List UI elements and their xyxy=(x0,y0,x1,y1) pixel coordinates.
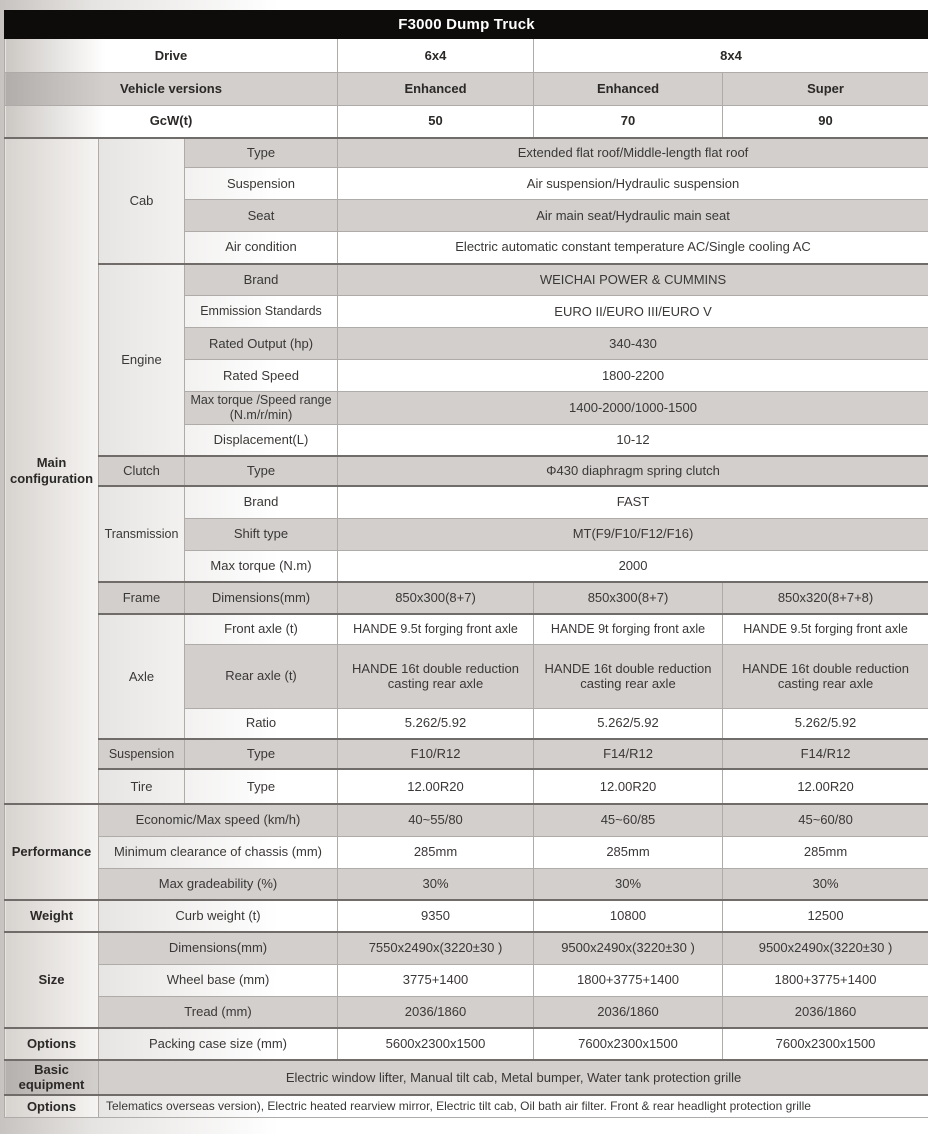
cab-suspension-label: Suspension xyxy=(185,168,338,200)
engine-brand-label: Brand xyxy=(185,264,338,296)
axle-front-value-1: HANDE 9.5t forging front axle xyxy=(338,614,534,644)
size-tread-value-1: 2036/1860 xyxy=(338,996,534,1028)
axle-ratio-value-2: 5.262/5.92 xyxy=(534,708,723,739)
suspension-type-value-1: F10/R12 xyxy=(338,739,534,769)
header-version-3: Super xyxy=(723,73,928,106)
group-clutch: Clutch xyxy=(99,456,185,486)
engine-displacement-label: Displacement(L) xyxy=(185,424,338,456)
axle-rear-value-3: HANDE 16t double reduction casting rear axle xyxy=(723,644,928,708)
clutch-type-value: Φ430 diaphragm spring clutch xyxy=(338,456,928,486)
axle-front-value-3: HANDE 9.5t forging front axle xyxy=(723,614,928,644)
suspension-type-value-2: F14/R12 xyxy=(534,739,723,769)
transmission-shift-value: MT(F9/F10/F12/F16) xyxy=(338,518,928,550)
header-versions-label: Vehicle versions xyxy=(5,73,338,106)
axle-front-value-2: HANDE 9t forging front axle xyxy=(534,614,723,644)
engine-brand-value: WEICHAI POWER & CUMMINS xyxy=(338,264,928,296)
performance-speed-label: Economic/Max speed (km/h) xyxy=(99,804,338,836)
transmission-brand-value: FAST xyxy=(338,486,928,518)
performance-speed-value-3: 45~60/80 xyxy=(723,804,928,836)
options-packing-value-2: 7600x2300x1500 xyxy=(534,1028,723,1060)
engine-output-label: Rated Output (hp) xyxy=(185,328,338,360)
cab-type-value: Extended flat roof/Middle-length flat roof xyxy=(338,138,928,168)
weight-curb-value-2: 10800 xyxy=(534,900,723,932)
section-basic-equipment: Basic equipment xyxy=(5,1060,99,1095)
options-packing-value-3: 7600x2300x1500 xyxy=(723,1028,928,1060)
axle-ratio-label: Ratio xyxy=(185,708,338,739)
weight-curb-label: Curb weight (t) xyxy=(99,900,338,932)
size-tread-value-2: 2036/1860 xyxy=(534,996,723,1028)
suspension-type-label: Type xyxy=(185,739,338,769)
header-gcw-1: 50 xyxy=(338,106,534,138)
performance-speed-value-2: 45~60/85 xyxy=(534,804,723,836)
engine-emission-value: EURO II/EURO III/EURO V xyxy=(338,296,928,328)
engine-displacement-value: 10-12 xyxy=(338,424,928,456)
cab-aircondition-label: Air condition xyxy=(185,232,338,264)
size-tread-value-3: 2036/1860 xyxy=(723,996,928,1028)
group-transmission: Transmission xyxy=(99,486,185,582)
size-dimensions-value-3: 9500x2490x(3220±30 ) xyxy=(723,932,928,964)
performance-gradeability-value-2: 30% xyxy=(534,868,723,900)
weight-curb-value-1: 9350 xyxy=(338,900,534,932)
frame-dimensions-value-1: 850x300(8+7) xyxy=(338,582,534,614)
suspension-type-value-3: F14/R12 xyxy=(723,739,928,769)
group-cab: Cab xyxy=(99,138,185,264)
axle-front-label: Front axle (t) xyxy=(185,614,338,644)
engine-emission-label: Emmission Standards xyxy=(185,296,338,328)
options-packing-label: Packing case size (mm) xyxy=(99,1028,338,1060)
size-dimensions-value-2: 9500x2490x(3220±30 ) xyxy=(534,932,723,964)
engine-torque-value: 1400-2000/1000-1500 xyxy=(338,392,928,425)
basic-equipment-value: Electric window lifter, Manual tilt cab, Metal bumper, Water tank protection grille xyxy=(99,1060,928,1095)
cab-seat-label: Seat xyxy=(185,200,338,232)
size-wheelbase-value-3: 1800+3775+1400 xyxy=(723,964,928,996)
clutch-type-label: Type xyxy=(185,456,338,486)
size-tread-label: Tread (mm) xyxy=(99,996,338,1028)
header-version-1: Enhanced xyxy=(338,73,534,106)
transmission-brand-label: Brand xyxy=(185,486,338,518)
table-title: F3000 Dump Truck xyxy=(5,11,928,39)
header-drive-6x4: 6x4 xyxy=(338,39,534,73)
transmission-shift-label: Shift type xyxy=(185,518,338,550)
axle-rear-label: Rear axle (t) xyxy=(185,644,338,708)
performance-clearance-value-2: 285mm xyxy=(534,836,723,868)
section-options-extra: Options xyxy=(5,1095,99,1118)
header-drive-label: Drive xyxy=(5,39,338,73)
engine-speed-value: 1800-2200 xyxy=(338,360,928,392)
frame-dimensions-label: Dimensions(mm) xyxy=(185,582,338,614)
section-size: Size xyxy=(5,932,99,1028)
cab-type-label: Type xyxy=(185,138,338,168)
spec-table xyxy=(4,10,928,1118)
header-drive-8x4: 8x4 xyxy=(534,39,928,73)
cab-seat-value: Air main seat/Hydraulic main seat xyxy=(338,200,928,232)
performance-speed-value-1: 40~55/80 xyxy=(338,804,534,836)
group-engine: Engine xyxy=(99,264,185,457)
header-gcw-label: GcW(t) xyxy=(5,106,338,138)
tire-type-value-1: 12.00R20 xyxy=(338,769,534,804)
weight-curb-value-3: 12500 xyxy=(723,900,928,932)
performance-clearance-value-3: 285mm xyxy=(723,836,928,868)
header-version-2: Enhanced xyxy=(534,73,723,106)
transmission-torque-value: 2000 xyxy=(338,550,928,582)
group-frame: Frame xyxy=(99,582,185,614)
performance-clearance-value-1: 285mm xyxy=(338,836,534,868)
section-weight: Weight xyxy=(5,900,99,932)
header-gcw-3: 90 xyxy=(723,106,928,138)
size-wheelbase-value-2: 1800+3775+1400 xyxy=(534,964,723,996)
axle-ratio-value-3: 5.262/5.92 xyxy=(723,708,928,739)
group-tire: Tire xyxy=(99,769,185,804)
performance-gradeability-label: Max gradeability (%) xyxy=(99,868,338,900)
size-dimensions-label: Dimensions(mm) xyxy=(99,932,338,964)
size-wheelbase-value-1: 3775+1400 xyxy=(338,964,534,996)
engine-speed-label: Rated Speed xyxy=(185,360,338,392)
section-main-configuration: Main configuration xyxy=(5,138,99,805)
transmission-torque-label: Max torque (N.m) xyxy=(185,550,338,582)
frame-dimensions-value-3: 850x320(8+7+8) xyxy=(723,582,928,614)
tire-type-value-2: 12.00R20 xyxy=(534,769,723,804)
frame-dimensions-value-2: 850x300(8+7) xyxy=(534,582,723,614)
performance-gradeability-value-1: 30% xyxy=(338,868,534,900)
size-wheelbase-label: Wheel base (mm) xyxy=(99,964,338,996)
section-performance: Performance xyxy=(5,804,99,900)
cab-suspension-value: Air suspension/Hydraulic suspension xyxy=(338,168,928,200)
engine-output-value: 340-430 xyxy=(338,328,928,360)
cab-aircondition-value: Electric automatic constant temperature AC/Single cooling AC xyxy=(338,232,928,264)
tire-type-label: Type xyxy=(185,769,338,804)
section-options-packing: Options xyxy=(5,1028,99,1060)
group-suspension: Suspension xyxy=(99,739,185,769)
performance-gradeability-value-3: 30% xyxy=(723,868,928,900)
options-packing-value-1: 5600x2300x1500 xyxy=(338,1028,534,1060)
engine-torque-label: Max torque /Speed range (N.m/r/min) xyxy=(185,392,338,425)
header-gcw-2: 70 xyxy=(534,106,723,138)
axle-rear-value-2: HANDE 16t double reduction casting rear axle xyxy=(534,644,723,708)
performance-clearance-label: Minimum clearance of chassis (mm) xyxy=(99,836,338,868)
options-extra-value: Telematics overseas version), Electric heated rearview mirror, Electric tilt cab, Oil bath air filter. Front & rear headlight protection grille xyxy=(99,1095,928,1118)
size-dimensions-value-1: 7550x2490x(3220±30 ) xyxy=(338,932,534,964)
axle-rear-value-1: HANDE 16t double reduction casting rear axle xyxy=(338,644,534,708)
axle-ratio-value-1: 5.262/5.92 xyxy=(338,708,534,739)
group-axle: Axle xyxy=(99,614,185,739)
tire-type-value-3: 12.00R20 xyxy=(723,769,928,804)
